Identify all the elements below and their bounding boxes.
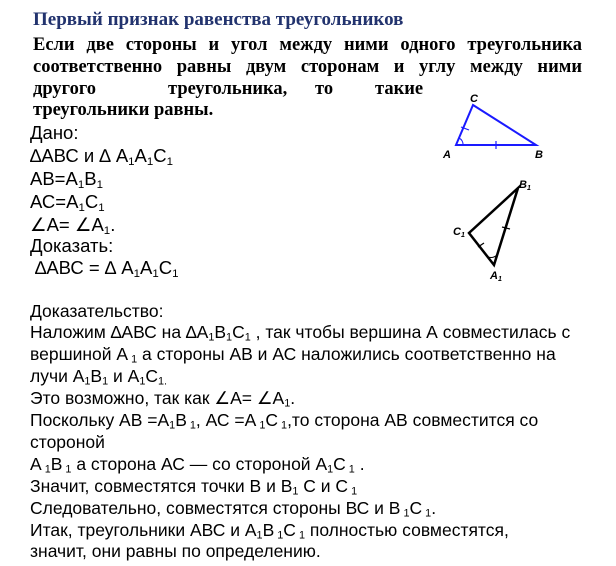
proof-line-6: стороной: [30, 432, 105, 452]
vertex-label-a: A: [443, 149, 451, 161]
vertex-label-b1: B1: [519, 179, 531, 192]
theorem-line-1: Если две стороны и угол между ними одного треугольника: [33, 35, 582, 55]
prove-statement: ∆АВС = ∆ $А_1А_1С_1$: [35, 257, 179, 280]
triangle-a1b1c1-shape: [469, 188, 518, 265]
triangle-a1b1c1-figure: [446, 175, 546, 290]
proof-line-2: вершиной А $_1$ а стороны АВ и АС наложились соответственно на: [30, 344, 556, 366]
page-title: Первый признак равенства треугольников: [33, 9, 404, 30]
prove-heading: Доказать:: [30, 235, 114, 256]
given-angle: ∠А= $\angle А_1$.: [30, 214, 116, 237]
given-triangles: ∆АВС и ∆ $А_1А_1С_1$: [30, 145, 174, 168]
proof-line-3: лучи $А_1В_1$ и $А_1С_{1.}$: [30, 366, 168, 388]
proof-line-1: Наложим ∆АВС на $\Delta А_1В_1С_1$ , так чтобы вершина А совместилась с: [30, 322, 571, 344]
vertex-label-c1: C1: [453, 226, 465, 239]
theorem-line-2: соответственно равны двум сторонам и углу между ними: [33, 57, 582, 77]
proof-line-4: Это возможно, так как ∠А= $\angle А_1$.: [30, 388, 296, 410]
given-ac: $АС=А_1С_1$: [30, 191, 105, 214]
proof-line-7: А $_1$В $_1$ а сторона АС — со стороной $А_1С$ $_1$ .: [30, 454, 365, 476]
proof-line-10: Итак, треугольники АВС и $А_1В$ $_1$С $_1$ полностью совместятся,: [30, 520, 509, 542]
vertex-label-c: C: [470, 93, 478, 105]
proof-line-5: Поскольку АВ $=А_1В$ $_1$, АС =А $_1$С $_1$,то сторона АВ совместится со: [30, 410, 539, 432]
proof-line-8: Значит, совместятся точки В и $В_1$ С и С $_1$: [30, 476, 358, 498]
triangle-abc-shape: [456, 105, 536, 145]
given-ab: $АВ=А_1В_1$: [30, 168, 103, 191]
vertex-label-b: B: [535, 149, 543, 161]
proof-heading: Доказательство:: [30, 301, 164, 321]
theorem-line-4: треугольники равны.: [33, 100, 214, 120]
vertex-label-a1: A1: [490, 270, 502, 283]
proof-line-11: значит, они равны по определению.: [30, 541, 321, 561]
given-heading: Дано:: [30, 122, 79, 143]
triangle-abc-figure: [436, 92, 556, 162]
proof-line-9: Следовательно, совместятся стороны ВС и В $_1$С $_1$.: [30, 498, 437, 520]
